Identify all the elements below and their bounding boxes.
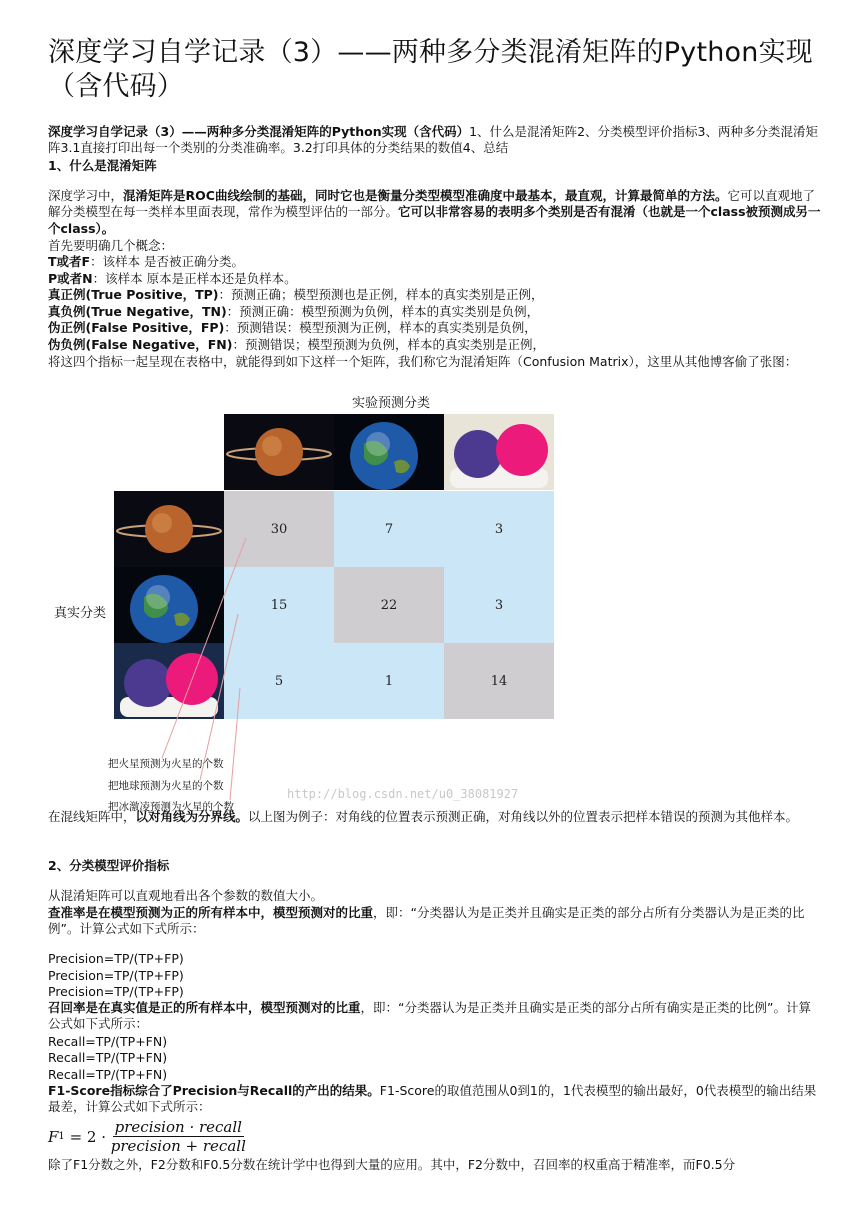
- caption-mars-as-mars: 把火星预测为火星的个数: [108, 758, 224, 770]
- predicted-class-label: 实验预测分类: [352, 396, 431, 411]
- concept-summary: 将这四个指标一起呈现在表格中，就能得到如下这样一个矩阵，我们称它为混淆矩阵（Confusion Matrix），这里从其他博客偷了张图：: [48, 354, 798, 369]
- concept-tp: 真正例(True Positive，TP)：预测正确；模型预测也是正例，样本的真实类别是正例，: [48, 287, 544, 302]
- precision-formula-1: Precision=TP/(TP+FP): [48, 951, 184, 966]
- matrix-cell-r2-c1: 15: [224, 567, 334, 643]
- formula-numerator: precision · recall: [114, 1118, 242, 1136]
- paragraph-precision: 查准率是在模型预测为正的所有样本中，模型预测对的比重，即：“分类器认为是正类并且确实是正类的部分占所有分类器认为是正类的比例”。计算公式如下式所示：: [48, 905, 805, 937]
- matrix-cell-r3-c2: 1: [334, 643, 444, 719]
- intro-title: 深度学习自学记录（3）——两种多分类混淆矩阵的Python实现（含代码）: [48, 124, 470, 139]
- paragraph-diagonal: 在混线矩阵中，以对角线为分界线。以上图为例子：对角线的位置表示预测正确，对角线以外的位置表示把样本错误的预测为其他样本。: [48, 809, 799, 824]
- recall-formula-3: Recall=TP/(TP+FN): [48, 1067, 168, 1082]
- intro-toc: 1、什么是混淆矩阵2、分类模型评价指标3、两种多分类混淆矩阵3.1直接打印出每一个类别的分类准确率。3.2打印具体的分类结果的数值4、总结: [48, 124, 818, 156]
- paragraph-metrics-intro: 从混淆矩阵可以直观地看出各个参数的数值大小。: [48, 888, 324, 903]
- formula-subscript: 1: [58, 1131, 65, 1142]
- section-heading-2: 2、分类模型评价指标: [48, 858, 170, 873]
- paragraph-f1score: F1-Score指标综合了Precision与Recall的产出的结果。F1-Score的取值范围从0到1的，1代表模型的输出最好，0代表模型的输出结果最差，计算公式如下式所示：: [48, 1083, 817, 1115]
- intro-paragraph: [48, 124, 823, 157]
- precision-formula-3: Precision=TP/(TP+FP): [48, 984, 184, 999]
- formula-equals: = 2 ·: [64, 1127, 111, 1146]
- f1-formula: [48, 1118, 246, 1155]
- precision-formula-2: Precision=TP/(TP+FP): [48, 968, 184, 983]
- concept-tn: 真负例(True Negative，TN)：预测正确：模型预测为负例，样本的真实类别是负例，: [48, 304, 540, 319]
- paragraph-recall: 召回率是在真实值是正的所有样本中，模型预测对的比重，即：“分类器认为是正类并且确实是正类的部分占所有确实是正类的比例”。计算公式如下式所示：: [48, 1000, 811, 1032]
- matrix-cell-r1-c1: 30: [224, 491, 334, 567]
- formula-denominator: precision + recall: [110, 1137, 246, 1155]
- caption-icecream-as-mars: 把冰激凌预测为火星的个数: [108, 801, 234, 813]
- matrix-cell-r2-c3: 3: [444, 567, 554, 643]
- watermark: http://blog.csdn.net/u0_38081927: [287, 787, 519, 801]
- section-heading-1: 1、什么是混淆矩阵: [48, 158, 157, 173]
- matrix-cell-r2-c2: 22: [334, 567, 444, 643]
- recall-formula-1: Recall=TP/(TP+FN): [48, 1034, 168, 1049]
- matrix-cell-r1-c3: 3: [444, 491, 554, 567]
- formula-lhs: F: [48, 1127, 59, 1146]
- actual-class-label: 真实分类: [54, 606, 107, 621]
- matrix-cell-r1-c2: 7: [334, 491, 444, 567]
- concept-intro: 首先要明确几个概念：: [48, 238, 174, 253]
- confusion-matrix-figure: [50, 388, 570, 818]
- matrix-cell-r3-c1: 5: [224, 643, 334, 719]
- concept-t-f: T或者F：该样本 是否被正确分类。: [48, 254, 245, 269]
- recall-formula-2: Recall=TP/(TP+FN): [48, 1050, 168, 1065]
- caption-earth-as-mars: 把地球预测为火星的个数: [108, 780, 224, 792]
- page-title: 深度学习自学记录（3）——两种多分类混淆矩阵的Python实现（含代码）: [48, 37, 813, 102]
- concept-fp: 伪正例(False Positive，FP)：预测错误：模型预测为正例，样本的真实类别是负例，: [48, 320, 537, 335]
- concept-p-n: P或者N：该样本 原本是正样本还是负样本。: [48, 271, 297, 286]
- concept-fn: 伪负例(False Negative，FN)：预测错误；模型预测为负例，样本的真实类别是正例，: [48, 337, 545, 352]
- paragraph-f2-score: 除了F1分数之外，F2分数和F0.5分数在统计学中也得到大量的应用。其中，F2分数中，召回率的权重高于精准率，而F0.5分: [48, 1157, 736, 1172]
- matrix-cell-r3-c3: 14: [444, 643, 554, 719]
- paragraph-confusion-intro: 深度学习中，混淆矩阵是ROC曲线绘制的基础，同时它也是衡量分类型模型准确度中最基本，最直观，计算最简单的方法。它可以直观地了解分类模型在每一类样本里面表现，常作为模型评估的一部分。它可以非常容易的表明多个类别是否有混淆（也就是一个class被预测成另一个class）。: [48, 188, 821, 236]
- annotation-lines: [50, 388, 570, 818]
